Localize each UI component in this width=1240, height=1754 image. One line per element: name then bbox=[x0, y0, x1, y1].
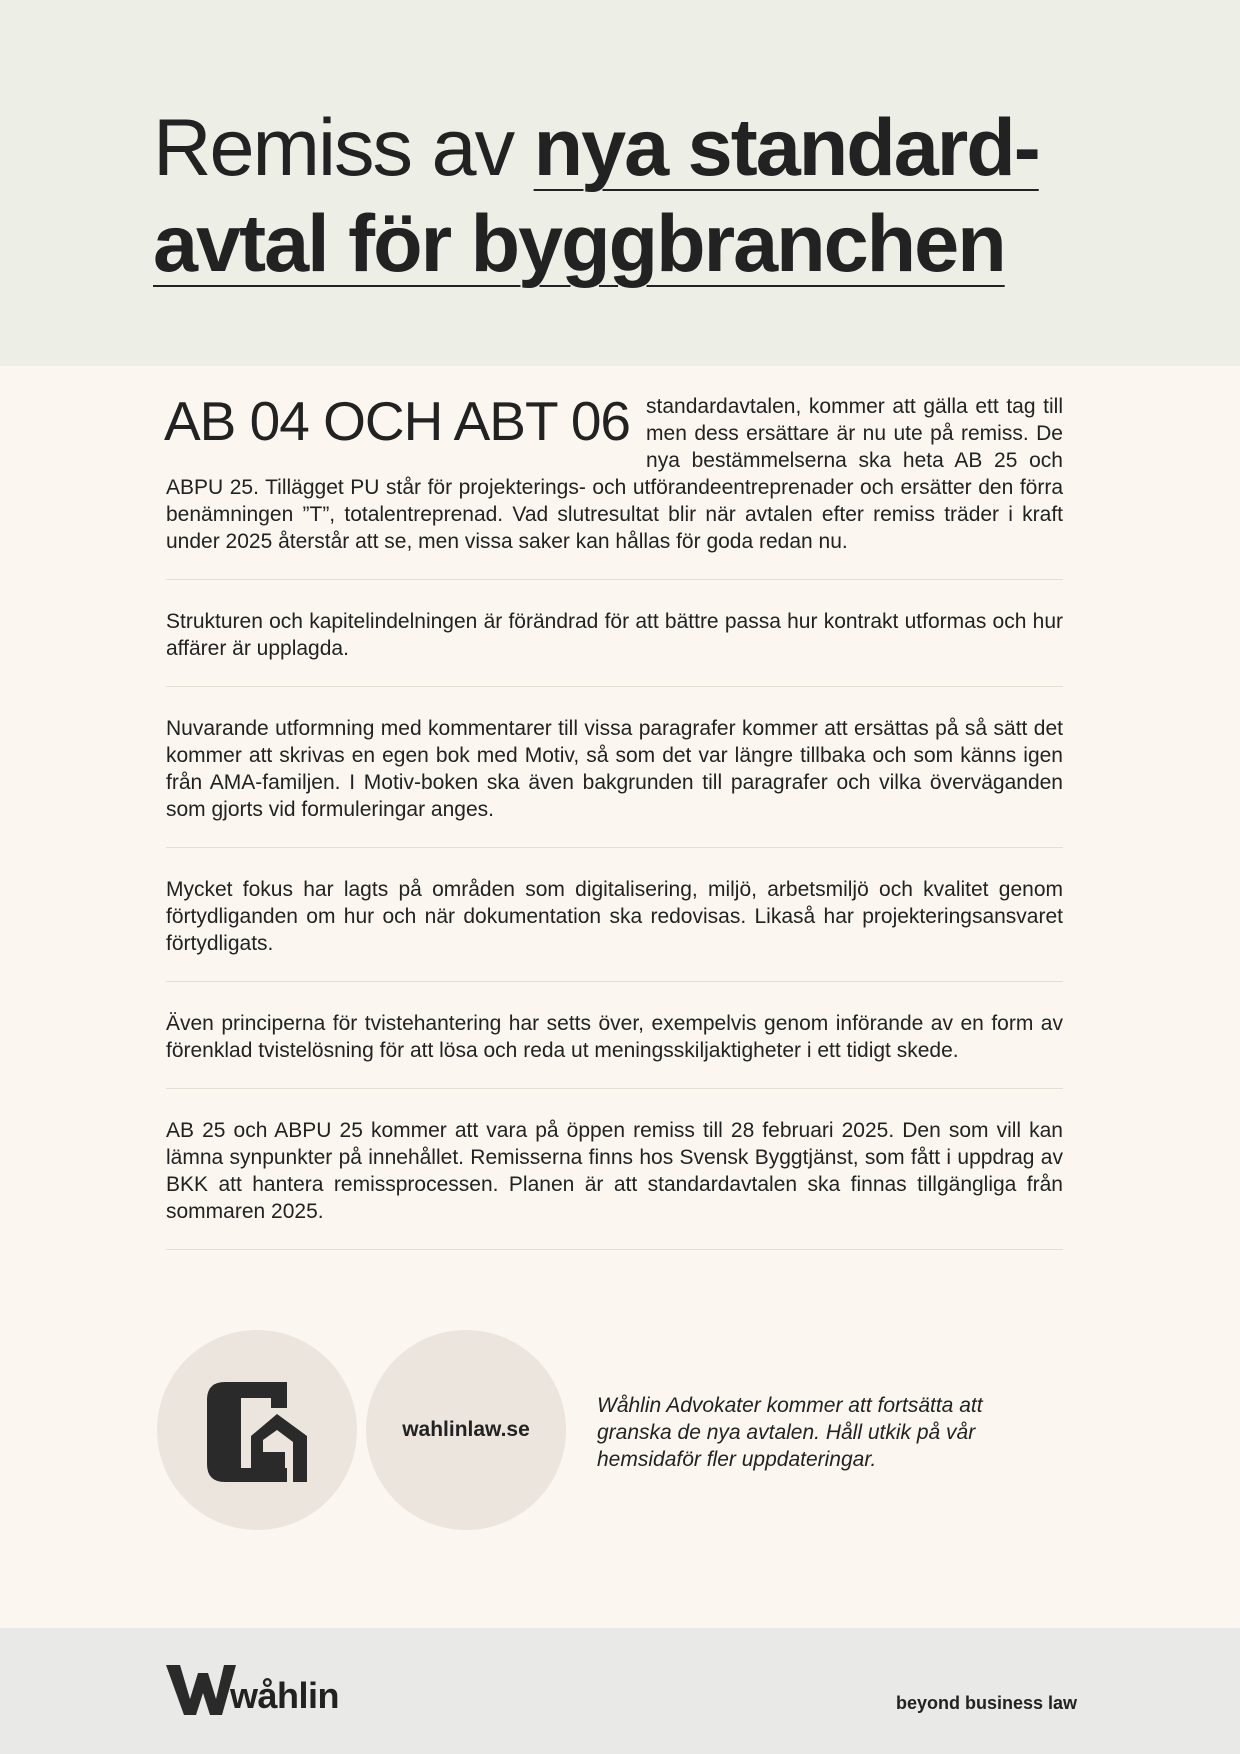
divider bbox=[166, 1088, 1063, 1089]
divider bbox=[166, 981, 1063, 982]
divider bbox=[166, 1249, 1063, 1250]
paragraph: Nuvarande utformning med kommentarer till vissa paragrafer kommer att ersättas på så sätt det kommer att skrivas en egen bok med Motiv, så som det var längre tillbaka och som känns igen från AMA-familjen. I Motiv-boken ska även bakgrunden till paragrafer och vilka överväganden som gjorts vid formuleringar anges. bbox=[166, 717, 1063, 821]
divider bbox=[166, 847, 1063, 848]
title-bold: nya standard-avtal för byggbranchen bbox=[153, 103, 1039, 289]
house-document-icon bbox=[203, 1378, 311, 1486]
website-circle[interactable] bbox=[366, 1330, 566, 1530]
paragraph: Strukturen och kapitelindelningen är förändrad för att bättre passa hur kontrakt utformas och hur affärer är upplagda. bbox=[166, 610, 1063, 660]
logo-circle bbox=[157, 1330, 357, 1530]
website-link[interactable]: wahlinlaw.se bbox=[402, 1418, 530, 1441]
w-logo-icon bbox=[166, 1665, 236, 1715]
article-body bbox=[164, 390, 1063, 1278]
intro-paragraph bbox=[164, 390, 1063, 555]
paragraph: Mycket fokus har lagts på områden som digitalisering, miljö, arbetsmiljö och kvalitet genom förtydliganden om hur och när dokumentation ska redovisas. Likaså har projekteringsansvaret förtydligats. bbox=[166, 878, 1063, 955]
title-light: Remiss av bbox=[153, 103, 514, 193]
paragraph: AB 25 och ABPU 25 kommer att vara på öppen remiss till 28 februari 2025. Den som vill kan lämna synpunkter på innehållet. Remisserna finns hos Svensk Byggtjänst, som fått i uppdrag av BKK att hantera remissprocessen. Planen är att standardavtalen ska finnas tillgängliga från sommaren 2025. bbox=[166, 1119, 1063, 1223]
intro-text: standardavtalen, kommer att gälla ett tag till men dess ersättare är nu ute på remiss. De nya bestämmelserna ska heta AB 25 och ABPU 25. Tillägget PU står för projekterings- och utförandeentreprenader och ersätter den förra benämningen ”T”, totalentreprenad. Vad slutresultat blir när avtalen efter remiss träder i kraft under 2025 återstår att se, men vissa saker kan hållas för goda redan nu. bbox=[166, 395, 1063, 553]
divider bbox=[166, 579, 1063, 580]
tagline: beyond business law bbox=[896, 1693, 1078, 1713]
header-band bbox=[0, 0, 1240, 366]
lead-heading: AB 04 OCH ABT 06 bbox=[164, 390, 631, 452]
cta-text: Wåhlin Advokater kommer att fortsätta att granska de nya avtalen. Håll utkik på vår hemsidaför fler uppdateringar. bbox=[597, 1394, 983, 1471]
page-title bbox=[153, 100, 1073, 292]
paragraph: Även principerna för tvistehantering har setts över, exempelvis genom införande av en form av förenklad tvistelösning för att lösa och reda ut meningsskiljaktigheter i ett tidigt skede. bbox=[166, 1012, 1063, 1062]
brand-name: wåhlin bbox=[230, 1675, 340, 1716]
divider bbox=[166, 686, 1063, 687]
brand-logo bbox=[166, 1665, 236, 1715]
